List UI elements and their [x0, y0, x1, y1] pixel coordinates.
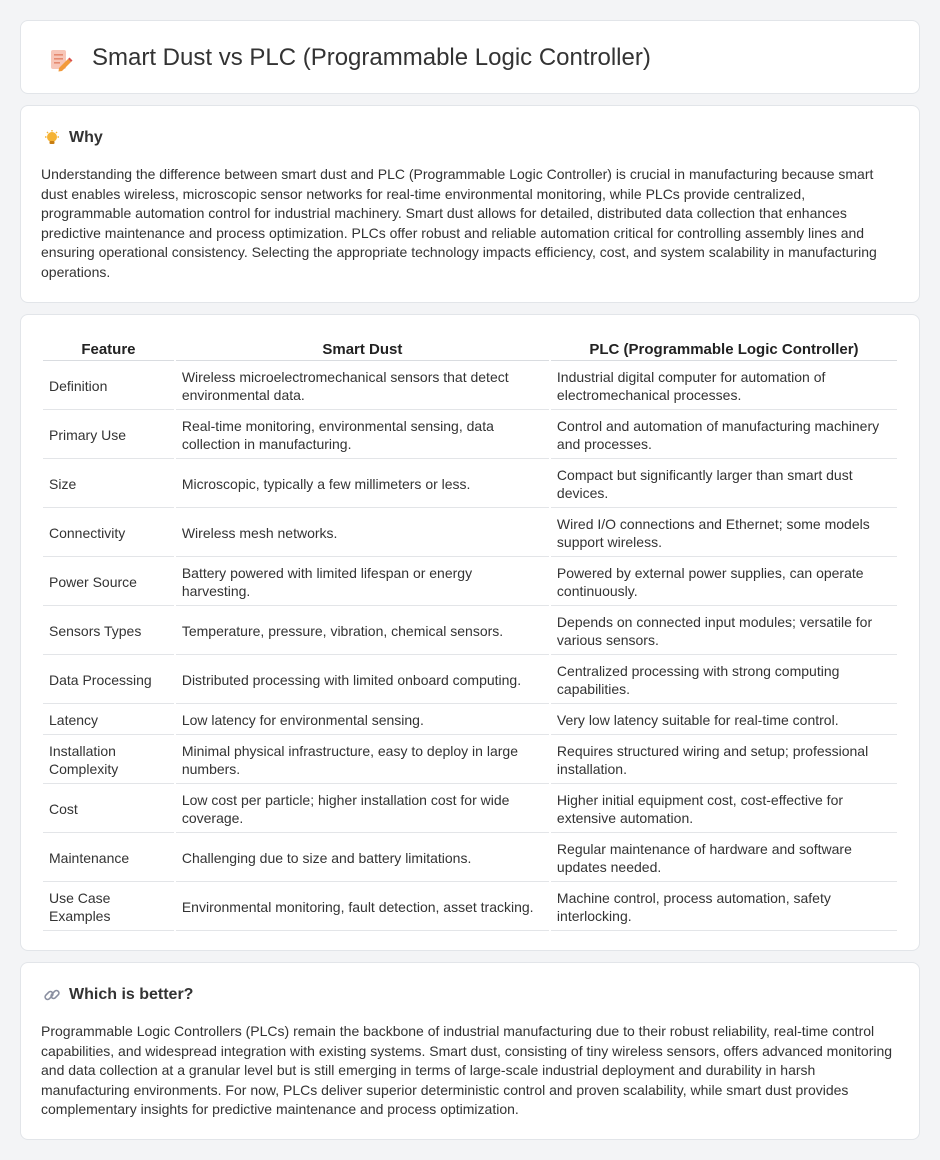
table-row [43, 737, 897, 784]
lightbulb-icon [43, 129, 61, 147]
table-row [43, 608, 897, 655]
row-plc: Depends on connected input modules; versatile for various sensors. [551, 608, 897, 655]
row-smart-dust: Minimal physical infrastructure, easy to deploy in large numbers. [176, 737, 549, 784]
row-plc: Requires structured wiring and setup; professional installation. [551, 737, 897, 784]
table-row [43, 786, 897, 833]
row-smart-dust: Wireless mesh networks. [176, 510, 549, 557]
table-row [43, 835, 897, 882]
row-feature: Definition [43, 363, 174, 410]
header-smart-dust: Smart Dust [176, 337, 549, 361]
table-row [43, 657, 897, 704]
comparison-table [41, 335, 899, 933]
better-heading-row [43, 985, 193, 1005]
row-plc: Compact but significantly larger than smart dust devices. [551, 461, 897, 508]
row-plc: Control and automation of manufacturing machinery and processes. [551, 412, 897, 459]
row-plc: Regular maintenance of hardware and software updates needed. [551, 835, 897, 882]
page-title: Smart Dust vs PLC (Programmable Logic Controller) [92, 44, 651, 71]
row-smart-dust: Temperature, pressure, vibration, chemical sensors. [176, 608, 549, 655]
row-feature: Latency [43, 706, 174, 735]
table-header-row [43, 337, 897, 361]
row-smart-dust: Distributed processing with limited onboard computing. [176, 657, 549, 704]
row-feature: Sensors Types [43, 608, 174, 655]
document-edit-icon [47, 47, 73, 73]
row-feature: Use Case Examples [43, 884, 174, 931]
row-smart-dust: Challenging due to size and battery limitations. [176, 835, 549, 882]
row-smart-dust: Battery powered with limited lifespan or energy harvesting. [176, 559, 549, 606]
row-plc: Higher initial equipment cost, cost-effective for extensive automation. [551, 786, 897, 833]
row-smart-dust: Wireless microelectromechanical sensors that detect environmental data. [176, 363, 549, 410]
row-smart-dust: Low latency for environmental sensing. [176, 706, 549, 735]
row-plc: Industrial digital computer for automation of electromechanical processes. [551, 363, 897, 410]
table-row [43, 706, 897, 735]
row-feature: Connectivity [43, 510, 174, 557]
better-heading: Which is better? [69, 986, 194, 1003]
row-feature: Size [43, 461, 174, 508]
row-feature: Primary Use [43, 412, 174, 459]
comparison-section [20, 314, 920, 951]
why-text: Understanding the difference between smart dust and PLC (Programmable Logic Controller) is crucial in manufacturing because smart dust enables wireless, microscopic sensor networks for real-time environmental monitoring, while PLCs provide centralized, programmable automation control for industrial machinery. Smart dust allows for detailed, distributed data collection that enhances predictive maintenance and process optimization. PLCs offer robust and reliable automation critical for controlling assembly lines and ensuring operational consistency. Selecting the appropriate technology impacts efficiency, cost, and system scalability in manufacturing operations. [41, 166, 877, 280]
better-text: Programmable Logic Controllers (PLCs) remain the backbone of industrial manufacturing due to their robust reliability, real-time control capabilities, and widespread integration with existing systems. Smart dust, consisting of tiny wireless sensors, offers advanced monitoring and data collection at a granular level but is still emerging in terms of large-scale industrial deployment and durability in harsh manufacturing environments. For now, PLCs deliver superior deterministic control and proven scalability, while smart dust provides complementary insights for predictive maintenance and process optimization. [41, 1023, 893, 1117]
header-plc: PLC (Programmable Logic Controller) [551, 337, 897, 361]
header-card [20, 20, 920, 94]
row-feature: Cost [43, 786, 174, 833]
why-heading: Why [69, 129, 103, 146]
why-section [20, 105, 920, 303]
table-row [43, 559, 897, 606]
row-smart-dust: Low cost per particle; higher installation cost for wide coverage. [176, 786, 549, 833]
link-icon [43, 986, 61, 1004]
row-feature: Installation Complexity [43, 737, 174, 784]
row-plc: Wired I/O connections and Ethernet; some models support wireless. [551, 510, 897, 557]
row-plc: Machine control, process automation, safety interlocking. [551, 884, 897, 931]
table-row [43, 461, 897, 508]
row-plc: Powered by external power supplies, can operate continuously. [551, 559, 897, 606]
row-plc: Very low latency suitable for real-time control. [551, 706, 897, 735]
row-smart-dust: Environmental monitoring, fault detection, asset tracking. [176, 884, 549, 931]
better-section [20, 962, 920, 1140]
table-row [43, 510, 897, 557]
table-row [43, 412, 897, 459]
header-feature: Feature [43, 337, 174, 361]
row-smart-dust: Microscopic, typically a few millimeters or less. [176, 461, 549, 508]
row-plc: Centralized processing with strong computing capabilities. [551, 657, 897, 704]
row-feature: Maintenance [43, 835, 174, 882]
table-row [43, 363, 897, 410]
row-smart-dust: Real-time monitoring, environmental sensing, data collection in manufacturing. [176, 412, 549, 459]
table-row [43, 884, 897, 931]
row-feature: Power Source [43, 559, 174, 606]
why-heading-row [43, 128, 103, 148]
row-feature: Data Processing [43, 657, 174, 704]
